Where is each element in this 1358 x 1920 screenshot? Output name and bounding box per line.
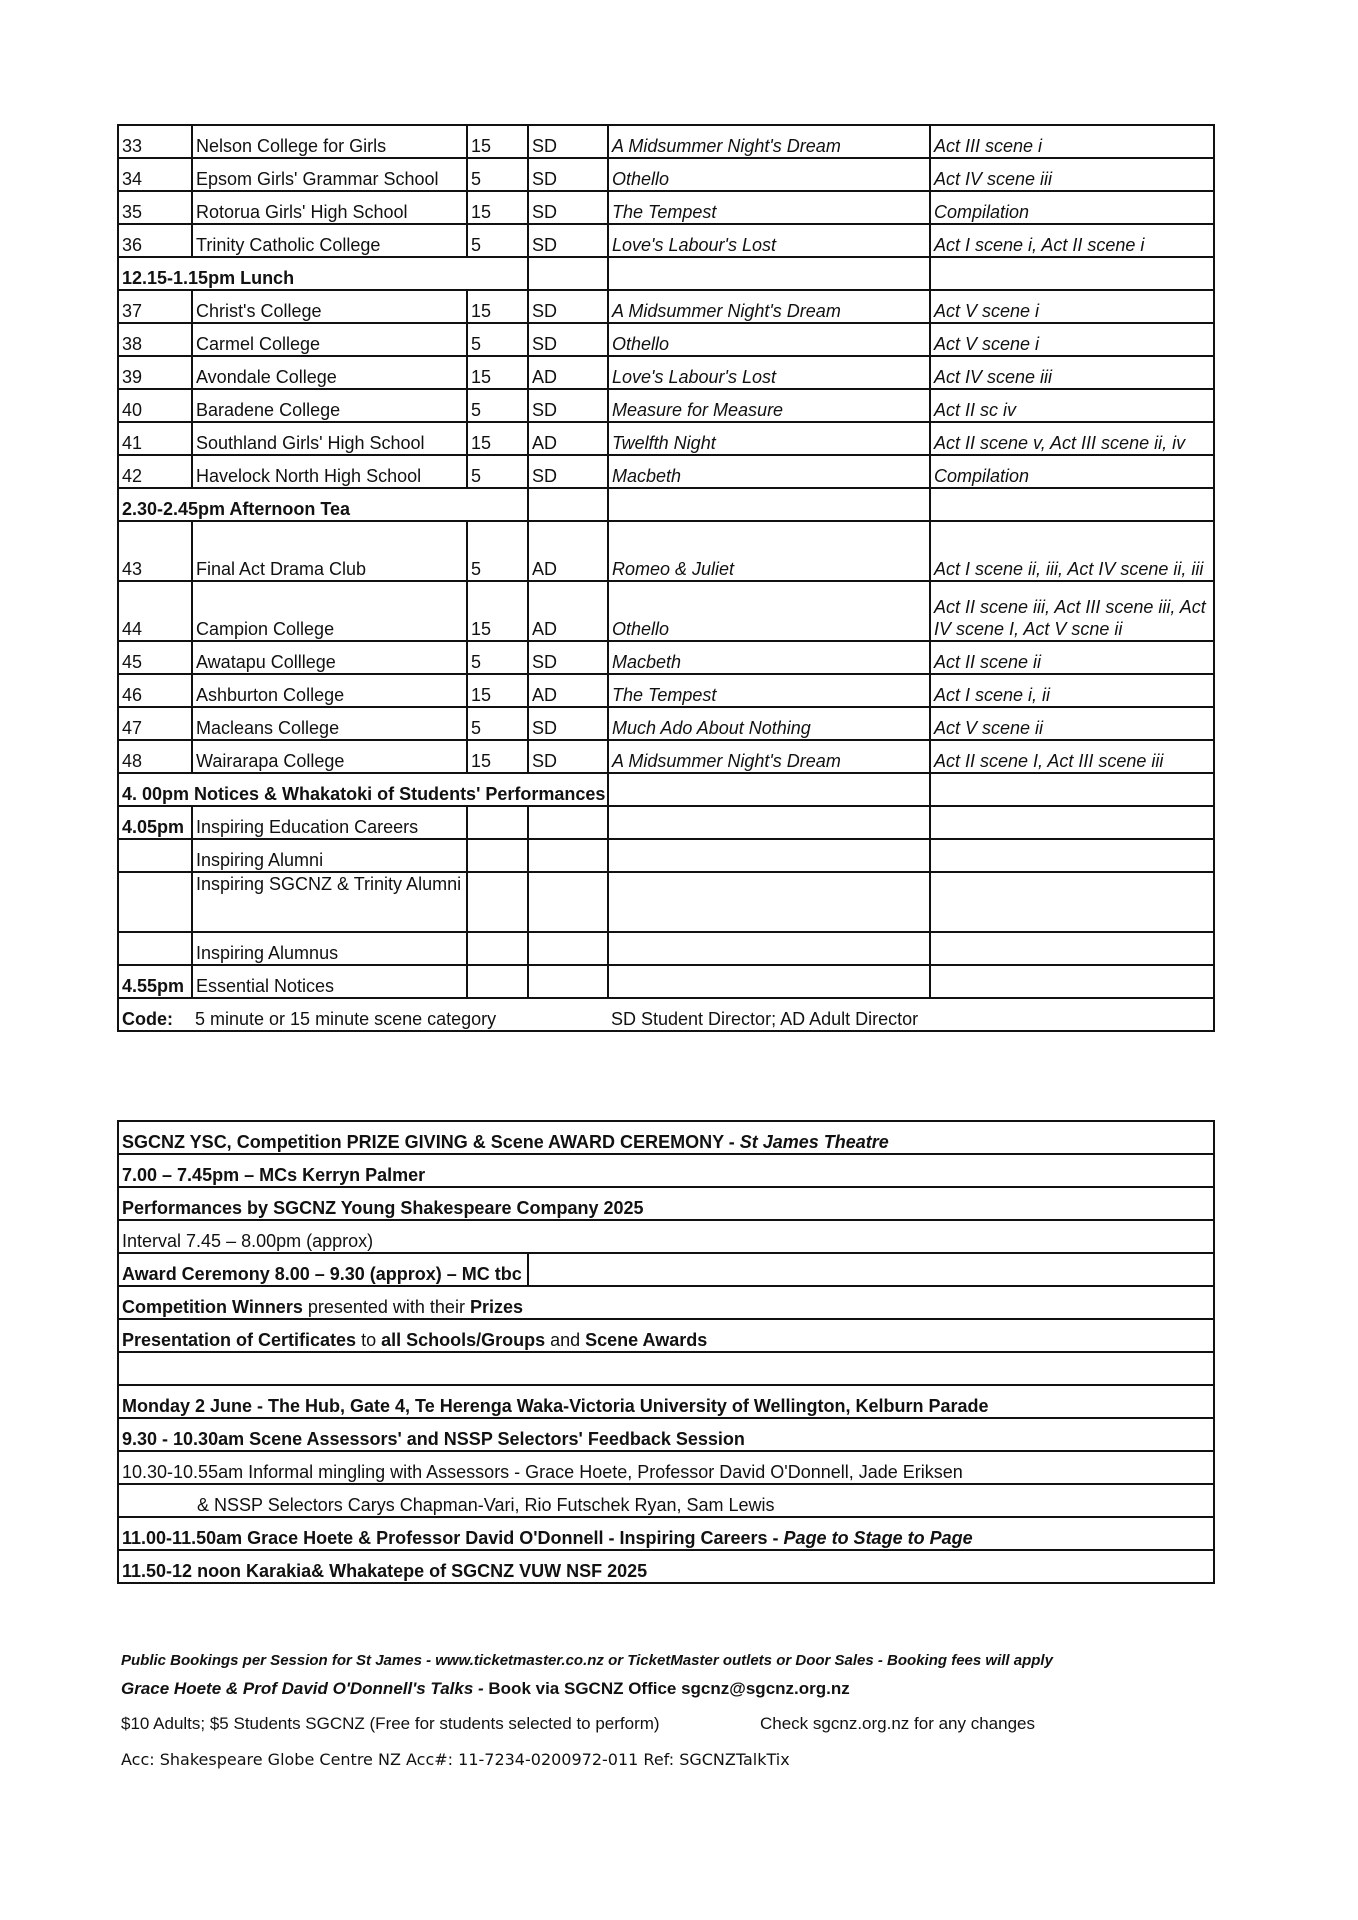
- table-row: [118, 389, 1214, 422]
- scene-selection: Act II scene iii, Act III scene iii, Act IV scene I, Act V scne ii: [930, 581, 1214, 641]
- mingling-line: 10.30-10.55am Informal mingling with Assessors - Grace Hoete, Professor David O'Donnell, Jade Eriksen: [118, 1451, 1214, 1484]
- play-title: Much Ado About Nothing: [608, 707, 930, 740]
- school-name: Awatapu Colllege: [192, 641, 467, 674]
- code-minutes-legend: 5 minute or 15 minute scene category: [192, 998, 608, 1031]
- entry-number: 35: [118, 191, 192, 224]
- code-label: Code:: [118, 998, 192, 1031]
- time-label: 4.55pm: [118, 965, 192, 998]
- director-code: SD: [528, 740, 608, 773]
- school-name: Final Act Drama Club: [192, 521, 467, 581]
- schedule-rows-a: [118, 125, 1214, 290]
- scene-minutes: 15: [467, 356, 528, 389]
- certificates-line: Presentation of Certificates to all Schools/Groups and Scene Awards: [118, 1319, 1214, 1352]
- schedule-table: [117, 124, 1215, 1032]
- entry-number: 46: [118, 674, 192, 707]
- play-title: The Tempest: [608, 191, 930, 224]
- session-label: Essential Notices: [192, 965, 467, 998]
- director-code: AD: [528, 356, 608, 389]
- school-name: Nelson College for Girls: [192, 125, 467, 158]
- director-code: AD: [528, 521, 608, 581]
- table-row: [118, 191, 1214, 224]
- notices-label: 4. 00pm Notices & Whakatoki of Students' Performances: [118, 773, 608, 806]
- director-code: SD: [528, 641, 608, 674]
- monday-venue-line: Monday 2 June - The Hub, Gate 4, Te Herenga Waka-Victoria University of Wellington, Kelburn Parade: [118, 1385, 1214, 1418]
- winners-line: Competition Winners presented with their Prizes: [118, 1286, 1214, 1319]
- scene-minutes: 5: [467, 707, 528, 740]
- inspiring-careers-row: [118, 806, 1214, 839]
- director-code: AD: [528, 581, 608, 641]
- entry-number: 37: [118, 290, 192, 323]
- entry-number: 33: [118, 125, 192, 158]
- play-title: The Tempest: [608, 674, 930, 707]
- scene-selection: Act II sc iv: [930, 389, 1214, 422]
- scene-minutes: 15: [467, 674, 528, 707]
- school-name: Rotorua Girls' High School: [192, 191, 467, 224]
- director-code: SD: [528, 125, 608, 158]
- entry-number: 38: [118, 323, 192, 356]
- scene-selection: Act II scene v, Act III scene ii, iv: [930, 422, 1214, 455]
- director-code: AD: [528, 422, 608, 455]
- table-row: [118, 290, 1214, 323]
- table-row: [118, 707, 1214, 740]
- ceremony-table: [117, 1120, 1215, 1584]
- school-name: Carmel College: [192, 323, 467, 356]
- tea-break-row: [118, 488, 1214, 521]
- scene-selection: Act I scene i, Act II scene i: [930, 224, 1214, 257]
- scene-minutes: 5: [467, 521, 528, 581]
- inspiring-sgcnz-row: [118, 872, 1214, 932]
- code-directors-legend: SD Student Director; AD Adult Director: [608, 998, 1214, 1031]
- session-label: Inspiring Alumni: [192, 839, 467, 872]
- scene-minutes: 5: [467, 323, 528, 356]
- play-title: A Midsummer Night's Dream: [608, 290, 930, 323]
- scene-minutes: 5: [467, 455, 528, 488]
- table-row: [118, 323, 1214, 356]
- talks-booking-note: Grace Hoete & Prof David O'Donnell's Talks - Book via SGCNZ Office sgcnz@sgcnz.org.nz: [121, 1679, 850, 1698]
- session-label: Inspiring Education Careers: [192, 806, 467, 839]
- scene-selection: Act III scene i: [930, 125, 1214, 158]
- director-code: SD: [528, 455, 608, 488]
- play-title: Othello: [608, 581, 930, 641]
- award-ceremony-line: Award Ceremony 8.00 – 9.30 (approx) – MC tbc: [118, 1253, 528, 1286]
- school-name: Havelock North High School: [192, 455, 467, 488]
- school-name: Trinity Catholic College: [192, 224, 467, 257]
- scene-minutes: 15: [467, 740, 528, 773]
- director-code: AD: [528, 674, 608, 707]
- entry-number: 34: [118, 158, 192, 191]
- table-row: [118, 641, 1214, 674]
- scene-minutes: 5: [467, 224, 528, 257]
- director-code: SD: [528, 389, 608, 422]
- ceremony-title: SGCNZ YSC, Competition PRIZE GIVING & Scene AWARD CEREMONY - St James Theatre: [118, 1121, 1214, 1154]
- play-title: Othello: [608, 323, 930, 356]
- school-name: Macleans College: [192, 707, 467, 740]
- scene-selection: Act IV scene iii: [930, 158, 1214, 191]
- director-code: SD: [528, 158, 608, 191]
- play-title: Macbeth: [608, 455, 930, 488]
- entry-number: 44: [118, 581, 192, 641]
- play-title: A Midsummer Night's Dream: [608, 125, 930, 158]
- entry-number: 41: [118, 422, 192, 455]
- play-title: A Midsummer Night's Dream: [608, 740, 930, 773]
- scene-minutes: 15: [467, 290, 528, 323]
- play-title: Romeo & Juliet: [608, 521, 930, 581]
- director-code: SD: [528, 707, 608, 740]
- essential-notices-row: [118, 965, 1214, 998]
- director-code: SD: [528, 290, 608, 323]
- play-title: Macbeth: [608, 641, 930, 674]
- inspiring-alumni-row: [118, 839, 1214, 872]
- school-name: Epsom Girls' Grammar School: [192, 158, 467, 191]
- schedule-rows-b: [118, 290, 1214, 521]
- interval-line: Interval 7.45 – 8.00pm (approx): [118, 1220, 1214, 1253]
- scene-selection: Act V scene i: [930, 290, 1214, 323]
- play-title: Twelfth Night: [608, 422, 930, 455]
- school-name: Southland Girls' High School: [192, 422, 467, 455]
- entry-number: 39: [118, 356, 192, 389]
- school-name: Campion College: [192, 581, 467, 641]
- scene-selection: Act I scene i, ii: [930, 674, 1214, 707]
- ceremony-title-row: [118, 1121, 1214, 1154]
- scene-minutes: 15: [467, 422, 528, 455]
- feedback-session-line: 9.30 - 10.30am Scene Assessors' and NSSP Selectors' Feedback Session: [118, 1418, 1214, 1451]
- tea-break-label: 2.30-2.45pm Afternoon Tea: [118, 488, 528, 521]
- scene-selection: Compilation: [930, 191, 1214, 224]
- table-row: [118, 356, 1214, 389]
- scene-minutes: 5: [467, 389, 528, 422]
- school-name: Avondale College: [192, 356, 467, 389]
- entry-number: 36: [118, 224, 192, 257]
- careers-talk-line: 11.00-11.50am Grace Hoete & Professor David O'Donnell - Inspiring Careers - Page to Stage to Page: [118, 1517, 1214, 1550]
- play-title: Love's Labour's Lost: [608, 356, 930, 389]
- scene-selection: Act II scene I, Act III scene iii: [930, 740, 1214, 773]
- entry-number: 43: [118, 521, 192, 581]
- school-name: Ashburton College: [192, 674, 467, 707]
- scene-selection: Act II scene ii: [930, 641, 1214, 674]
- entry-number: 42: [118, 455, 192, 488]
- school-name: Christ's College: [192, 290, 467, 323]
- code-legend-row: [118, 998, 1214, 1031]
- director-code: SD: [528, 224, 608, 257]
- session-label: Inspiring SGCNZ & Trinity Alumni: [192, 872, 467, 932]
- scene-selection: Compilation: [930, 455, 1214, 488]
- account-details: Acc: Shakespeare Globe Centre NZ Acc#: 11-7234-0200972-011 Ref: SGCNZTalkTix: [121, 1750, 790, 1769]
- karakia-line: 11.50-12 noon Karakia& Whakatepe of SGCNZ VUW NSF 2025: [118, 1550, 1214, 1583]
- inspiring-alumnus-row: [118, 932, 1214, 965]
- entry-number: 47: [118, 707, 192, 740]
- selectors-line: & NSSP Selectors Carys Chapman-Vari, Rio Futschek Ryan, Sam Lewis: [118, 1484, 1214, 1517]
- session-label: Inspiring Alumnus: [192, 932, 467, 965]
- table-row: [118, 674, 1214, 707]
- scene-selection: Act V scene i: [930, 323, 1214, 356]
- scene-minutes: 15: [467, 581, 528, 641]
- lunch-break-row: [118, 257, 1214, 290]
- school-name: Wairarapa College: [192, 740, 467, 773]
- scene-minutes: 5: [467, 641, 528, 674]
- table-row: [118, 740, 1214, 773]
- prices-note: $10 Adults; $5 Students SGCNZ (Free for students selected to perform): [121, 1714, 660, 1733]
- table-row: [118, 224, 1214, 257]
- entry-number: 48: [118, 740, 192, 773]
- table-row: [118, 581, 1214, 641]
- table-row: [118, 521, 1214, 581]
- public-bookings-note: Public Bookings per Session for St James - www.ticketmaster.co.nz or TicketMaster outlets or Door Sales - Booking fees will apply: [121, 1652, 1053, 1669]
- director-code: SD: [528, 323, 608, 356]
- check-website-note: Check sgcnz.org.nz for any changes: [760, 1714, 1035, 1733]
- schedule-closing-rows: [118, 773, 1214, 1031]
- entry-number: 45: [118, 641, 192, 674]
- table-row: [118, 422, 1214, 455]
- mcs-line: 7.00 – 7.45pm – MCs Kerryn Palmer: [118, 1154, 1214, 1187]
- scene-minutes: 15: [467, 125, 528, 158]
- table-row: [118, 125, 1214, 158]
- director-code: SD: [528, 191, 608, 224]
- notices-row: [118, 773, 1214, 806]
- lunch-break-label: 12.15-1.15pm Lunch: [118, 257, 528, 290]
- table-row: [118, 158, 1214, 191]
- scene-selection: Act IV scene iii: [930, 356, 1214, 389]
- scene-minutes: 15: [467, 191, 528, 224]
- school-name: Baradene College: [192, 389, 467, 422]
- table-row: [118, 455, 1214, 488]
- play-title: Othello: [608, 158, 930, 191]
- performances-line: Performances by SGCNZ Young Shakespeare Company 2025: [118, 1187, 1214, 1220]
- scene-selection: Act V scene ii: [930, 707, 1214, 740]
- play-title: Love's Labour's Lost: [608, 224, 930, 257]
- entry-number: 40: [118, 389, 192, 422]
- scene-minutes: 5: [467, 158, 528, 191]
- scene-selection: Act I scene ii, iii, Act IV scene ii, iii: [930, 521, 1214, 581]
- time-label: 4.05pm: [118, 806, 192, 839]
- play-title: Measure for Measure: [608, 389, 930, 422]
- schedule-rows-c: [118, 521, 1214, 773]
